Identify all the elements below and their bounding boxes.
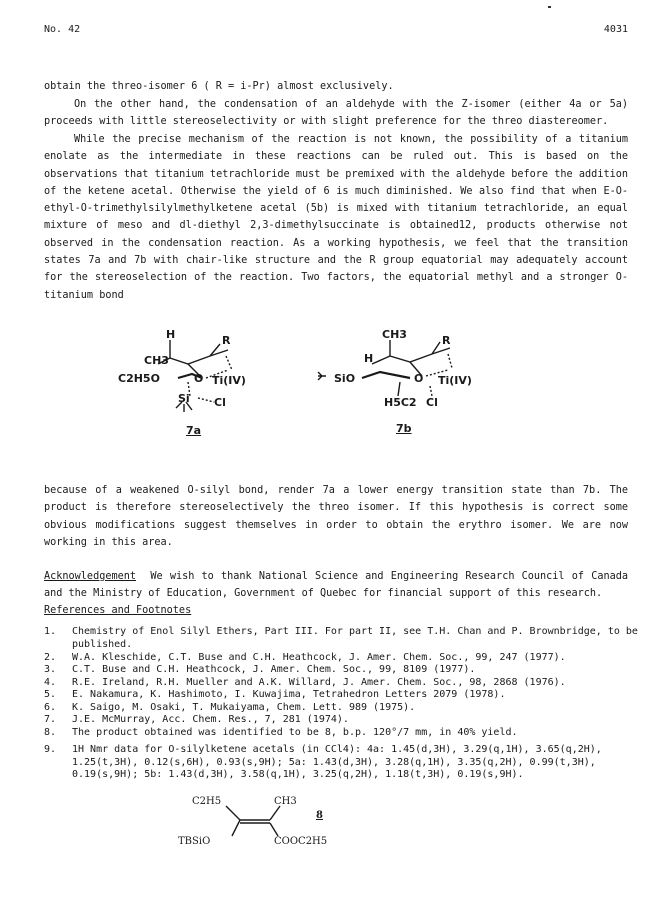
atom-b-o: O (414, 372, 424, 385)
reference-text: J.E. McMurray, Acc. Chem. Res., 7, 281 (1974). (72, 714, 349, 725)
reference-number: 8. (44, 727, 57, 738)
reference-number: 6. (44, 702, 57, 713)
structure-8-drawing (170, 792, 430, 852)
transition-state-figure (110, 326, 510, 446)
reference-text: W.A. Kleschide, C.T. Buse and C.H. Heathcock, J. Amer. Chem. Soc., 99, 247 (1977). (72, 652, 566, 663)
reference-number: 3. (44, 664, 57, 675)
paragraph-threo-isomer: obtain the threo-isomer 6 ( R = i-Pr) almost exclusively. (44, 81, 394, 92)
reference-number: 4. (44, 677, 57, 688)
reference-text: C.T. Buse and C.H. Heathcock, J. Amer. Chem. Soc., 99, 8109 (1977). (72, 664, 476, 675)
structure-8-tbsio: TBSiO (178, 836, 211, 847)
structure-8-ch3: CH3 (274, 796, 297, 807)
acknowledgement-paragraph (44, 568, 628, 603)
atom-b-ti: Ti(IV) (438, 374, 472, 387)
reference-text: 1H Nmr data for O-silylketene acetals (in CCl4): 4a: 1.45(d,3H), 3.29(q,1H), 3.65(q,2H), 1.25(t,3H), 0.12(s,6H), 0.93(s,9H); 5a: 1.43(d,3H), 3.28(q,1H), 3.35(q,2H), 0.99(t,3H), 0.19(s,9H); 5b: 1.43(d,3H), 3.58(q,1H), 3.25(q,2H), 1.18(t,3H), 0.19(s,9H). (72, 744, 602, 780)
structure-8-cooc2h5: COOC2H5 (274, 836, 328, 847)
atom-a-h: H (166, 328, 176, 341)
reference-text: R.E. Ireland, R.H. Mueller and A.K. Willard, J. Amer. Chem. Soc., 98, 2868 (1976). (72, 677, 566, 688)
reference-text: Chemistry of Enol Silyl Ethers, Part III. For part II, see T.H. Chan and P. Brownbridge, to be published. (72, 626, 638, 650)
atom-b-cl: Cl (426, 396, 438, 409)
transition-state-structures (110, 326, 510, 446)
figure-label-7b: 7b (396, 422, 412, 435)
atom-a-c2h5o: C2H5O (118, 372, 160, 385)
acknowledgement-label: Acknowledgement (44, 571, 137, 582)
journal-issue-number: No. 42 (44, 24, 81, 35)
atom-b-r: R (442, 334, 451, 347)
scan-mark (548, 6, 551, 8)
references-heading: References and Footnotes (44, 605, 192, 616)
structure-8-label: 8 (316, 810, 323, 821)
reference-number: 2. (44, 652, 57, 663)
atom-b-h: H (364, 352, 374, 365)
atom-a-cl: Cl (214, 396, 226, 409)
atom-a-o: O (194, 372, 204, 385)
paragraph-conclusion: because of a weakened O-silyl bond, render 7a a lower energy transition state than 7b. The product is therefore stereoselectively the threo isomer. If this hypothesis is correct some obvious modifications suggest themselves in order to obtain the erythro isomer. We are now working in this area. (44, 485, 628, 548)
atom-a-ti: Ti(IV) (212, 374, 246, 387)
atom-b-ch3: CH3 (382, 328, 407, 341)
page-number: 4031 (603, 24, 628, 35)
atom-a-ch3: CH3 (144, 354, 169, 367)
reference-number: 5. (44, 689, 57, 700)
atom-a-r: R (222, 334, 231, 347)
reference-text: The product obtained was identified to be 8, b.p. 120°/7 mm, in 40% yield. (72, 727, 518, 738)
structure-8-figure (170, 792, 430, 852)
reference-text: K. Saigo, M. Osaki, T. Mukaiyama, Chem. Lett. 989 (1975). (72, 702, 416, 713)
figure-label-7a: 7a (186, 424, 202, 437)
atom-b-sio: SiO (334, 372, 356, 385)
paragraph-mechanism: While the precise mechanism of the reaction is not known, the possibility of a titanium enolate as the intermediate in these reactions can be ruled out. This is based on the observations that titanium tetrachloride must be premixed with the aldehyde before the addition of the ketene acetal. Otherwise the yield of 6 is much diminished. We also find that when E-O-ethyl-O-trimethylsilylmethylketene acetal (5b) is mixed with titanium tetrachloride, an equal mixture of meso and dl-diethyl 2,3-dimethylsuccinate is obtained12, products otherwise not observed in the condensation reaction. As a working hypothesis, we feel that the transition states 7a and 7b with chair-like structure and the R group equatorial may adequately account for the stereoselection of the reaction. Two factors, the equatorial methyl and a stronger O-titanium bond (44, 134, 628, 301)
reference-text: E. Nakamura, K. Hashimoto, I. Kuwajima, Tetrahedron Letters 2079 (1978). (72, 689, 506, 700)
atom-a-si: Si (178, 392, 190, 405)
atom-b-h5c2: H5C2 (384, 396, 417, 409)
reference-item (44, 626, 644, 652)
paragraph-z-isomer: On the other hand, the condensation of an aldehyde with the Z-isomer (either 4a or 5a) proceeds with little stereoselectivity or with slight preference for the threo diastereomer. (44, 99, 628, 128)
reference-number: 7. (44, 714, 57, 725)
reference-number: 1. (44, 626, 57, 637)
structure-8-c2h5: C2H5 (192, 796, 222, 807)
acknowledgement-text: We wish to thank National Science and Engineering Research Council of Canada and the Ministry of Education, Government of Quebec for financial support of this research. (44, 571, 628, 600)
reference-number: 9. (44, 744, 57, 755)
